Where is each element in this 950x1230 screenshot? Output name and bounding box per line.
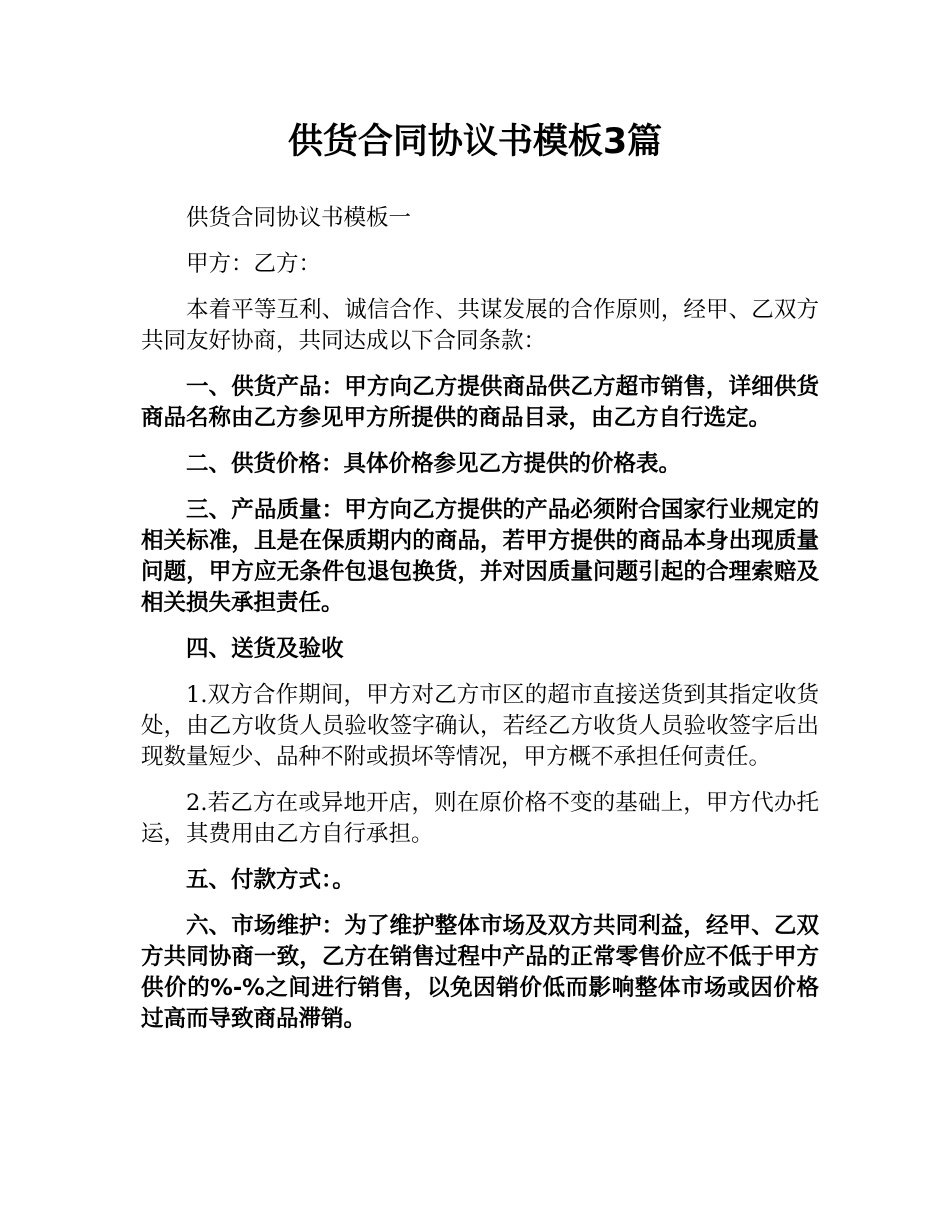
paragraph-clause-2: 二、供货价格：具体价格参见乙方提供的价格表。: [186, 451, 682, 477]
paragraph-subtitle: 供货合同协议书模板一: [186, 205, 412, 231]
document-title: 供货合同协议书模板3篇: [287, 122, 663, 162]
paragraph-parties: 甲方：乙方：: [186, 251, 322, 277]
paragraph-clause-4-heading: 四、送货及验收: [186, 636, 344, 662]
paragraph-clause-4-item-2: 2.若乙方在或异地开店，则在原价格不变的基础上，甲方代办托运，其费用由乙方自行承担。: [141, 790, 819, 847]
paragraph-clause-5: 五、付款方式：。: [186, 867, 355, 893]
paragraph-clause-4-item-1: 1.双方合作期间，甲方对乙方市区的超市直接送货到其指定收货处，由乙方收货人员验收签字确认，若经乙方收货人员验收签字后出现数量短少、品种不附或损坏等情况，甲方概不承担任何责任。: [141, 682, 819, 770]
paragraph-clause-3: 三、产品质量：甲方向乙方提供的产品必须附合国家行业规定的相关标准，且是在保质期内的商品，若甲方提供的商品本身出现质量问题，甲方应无条件包退包换货，并对因质量问题引起的合理索赔及相关损失承担责任。: [141, 497, 819, 616]
document-body: [141, 203, 819, 1050]
paragraph-clause-6: 六、市场维护：为了维护整体市场及双方共同利益，经甲、乙双方共同协商一致，乙方在销售过程中产品的正常零售价应不低于甲方供价的%-%之间进行销售，以免因销价低而影响整体市场或因价格过高而导致商品滞销。: [141, 913, 819, 1032]
paragraph-preamble: 本着平等互利、诚信合作、共谋发展的合作原则，经甲、乙双方共同友好协商，共同达成以下合同条款：: [141, 297, 819, 354]
paragraph-clause-1: 一、供货产品：甲方向乙方提供商品供乙方超市销售，详细供货商品名称由乙方参见甲方所提供的商品目录，由乙方自行选定。: [141, 374, 819, 431]
